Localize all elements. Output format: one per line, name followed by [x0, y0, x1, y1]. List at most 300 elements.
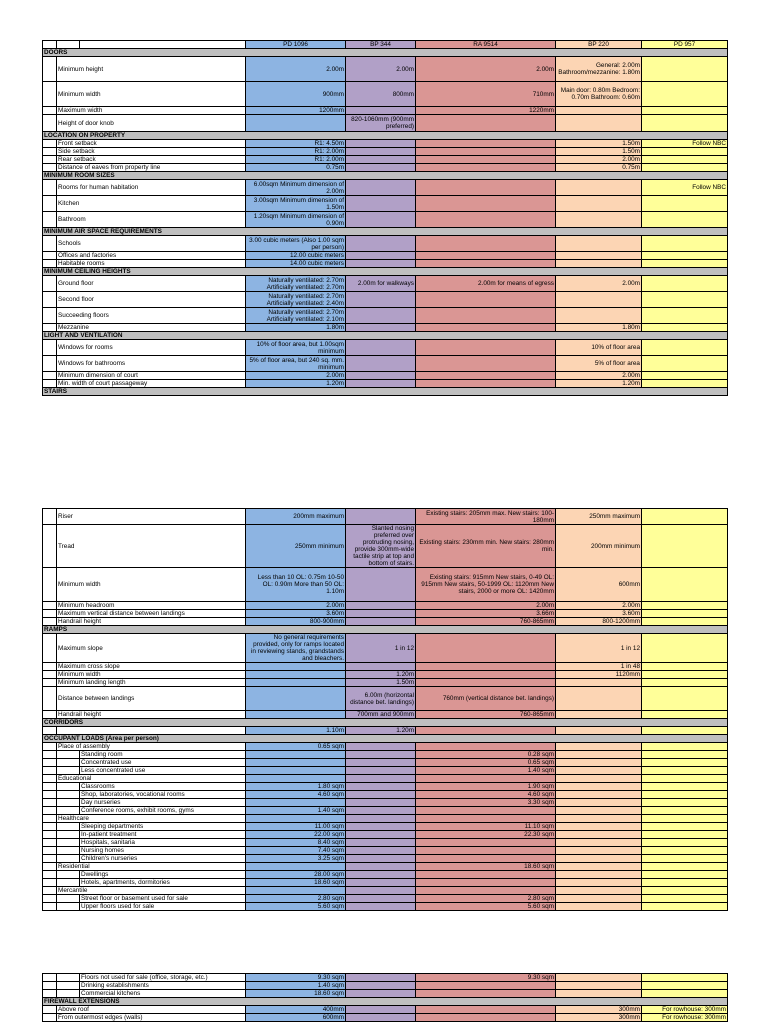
indent-cell — [57, 799, 80, 807]
table-row — [43, 783, 728, 791]
value-cell-bp-344 — [346, 356, 416, 372]
row-marker-cell — [43, 679, 57, 687]
value-cell-pd-957 — [642, 252, 728, 260]
section-title: MINIMUM AIR SPACE REQUIREMENTS — [43, 228, 728, 236]
value-cell-ra-9514: 11.10 sqm — [416, 823, 556, 831]
value-cell-pd-1096: 1200mm — [246, 107, 346, 115]
value-cell-bp-220 — [556, 236, 642, 252]
table-row — [43, 156, 728, 164]
value-cell-bp-220 — [556, 107, 642, 115]
value-cell-ra-9514 — [416, 115, 556, 132]
value-cell-bp-220 — [556, 831, 642, 839]
value-cell-bp-344 — [346, 791, 416, 799]
row-marker-cell — [43, 743, 57, 751]
value-cell-bp-220 — [556, 260, 642, 268]
row-label: Maximum cross slope — [57, 663, 246, 671]
value-cell-pd-1096: 1.40 sqm — [246, 982, 346, 990]
value-cell-bp-220: 300mm — [556, 1006, 642, 1014]
row-label: Standing room — [80, 751, 246, 759]
value-cell-ra-9514: Existing stairs: 915mm New stairs, 0-49 OL: 915mm New stairs, 50-1999 OL: 1120mm New stairs, 2000 or more OL: 1420mm — [416, 568, 556, 602]
value-cell-pd-957 — [642, 671, 728, 679]
value-cell-ra-9514 — [416, 324, 556, 332]
table-row — [43, 308, 728, 324]
value-cell-pd-1096: No general requirements provided, only for ramps located in reviewing stands, grandstands and bleachers. — [246, 634, 346, 663]
row-marker-cell — [43, 871, 57, 879]
value-cell-ra-9514: Existing stairs: 230mm min. New stairs: 280mm min. — [416, 525, 556, 568]
section-title: LIGHT AND VENTILATION — [43, 332, 728, 340]
value-cell-pd-957 — [642, 196, 728, 212]
table-row — [43, 671, 728, 679]
value-cell-bp-220 — [556, 871, 642, 879]
value-cell-ra-9514 — [416, 663, 556, 671]
row-marker-cell — [43, 340, 57, 356]
section-title: CORRIDORS — [43, 719, 728, 727]
value-cell-ra-9514 — [416, 292, 556, 308]
row-label: Kitchen — [57, 196, 246, 212]
row-marker-cell — [43, 839, 57, 847]
row-label: Shop, laboratories, vocational rooms — [80, 791, 246, 799]
value-cell-pd-1096: 4.60 sqm — [246, 791, 346, 799]
value-cell-pd-1096: 28.00 sqm — [246, 871, 346, 879]
value-cell-pd-957 — [642, 879, 728, 887]
value-cell-pd-1096: 250mm minimum — [246, 525, 346, 568]
value-cell-pd-1096: Naturally ventilated: 2.70m Artificially ventilated: 2.10m — [246, 308, 346, 324]
value-cell-bp-344: 700mm and 900mm — [346, 711, 416, 719]
value-cell-bp-220 — [556, 974, 642, 982]
value-cell-pd-957: Follow NBC — [642, 180, 728, 196]
value-cell-pd-957 — [642, 982, 728, 990]
value-cell-ra-9514: 18.60 sqm — [416, 863, 556, 871]
value-cell-bp-344 — [346, 847, 416, 855]
value-cell-pd-957 — [642, 57, 728, 82]
row-label: Riser — [57, 509, 246, 525]
table-row — [43, 663, 728, 671]
table-row — [43, 775, 728, 783]
value-cell-bp-344 — [346, 107, 416, 115]
value-cell-pd-1096 — [246, 671, 346, 679]
value-cell-pd-1096 — [246, 767, 346, 775]
section-title: OCCUPANT LOADS (Area per person) — [43, 735, 728, 743]
value-cell-bp-220: 1.50m — [556, 148, 642, 156]
row-marker-cell — [43, 775, 57, 783]
value-cell-pd-1096: Naturally ventilated: 2.70m Artificially ventilated: 2.70m — [246, 276, 346, 292]
value-cell-bp-344 — [346, 759, 416, 767]
table-row — [43, 356, 728, 372]
row-label: Hotels, apartments, dormitories — [80, 879, 246, 887]
value-cell-bp-344 — [346, 895, 416, 903]
value-cell-pd-957: Follow NBC — [642, 140, 728, 148]
row-label: Children's nurseries — [80, 855, 246, 863]
row-marker-cell — [43, 727, 57, 735]
row-marker-cell — [43, 568, 57, 602]
row-marker-cell — [43, 602, 57, 610]
row-label: Place of assembly — [57, 743, 246, 751]
table-row — [43, 727, 728, 735]
value-cell-ra-9514 — [416, 879, 556, 887]
value-cell-ra-9514 — [416, 982, 556, 990]
row-marker-cell — [43, 847, 57, 855]
row-label: Less concentrated use — [80, 767, 246, 775]
value-cell-bp-344 — [346, 815, 416, 823]
value-cell-bp-220 — [556, 292, 642, 308]
value-cell-bp-220: 300mm — [556, 1014, 642, 1022]
table-row — [43, 895, 728, 903]
row-marker-cell — [43, 887, 57, 895]
table-row — [43, 1014, 728, 1022]
row-marker-cell — [43, 115, 57, 132]
section-header-row — [43, 735, 728, 743]
value-cell-ra-9514: 760mm (vertical distance bet. landings) — [416, 687, 556, 711]
value-cell-pd-957 — [642, 260, 728, 268]
value-cell-bp-344 — [346, 610, 416, 618]
value-cell-ra-9514: 22.30 sqm — [416, 831, 556, 839]
value-cell-bp-344 — [346, 602, 416, 610]
value-cell-pd-957 — [642, 292, 728, 308]
row-marker-cell — [43, 156, 57, 164]
value-cell-pd-1096: 1.40 sqm — [246, 807, 346, 815]
value-cell-bp-220 — [556, 799, 642, 807]
value-cell-pd-1096: 800-900mm — [246, 618, 346, 626]
value-cell-pd-1096: 600mm — [246, 1014, 346, 1022]
row-marker-cell — [43, 196, 57, 212]
value-cell-pd-957 — [642, 610, 728, 618]
row-marker-cell — [43, 372, 57, 380]
row-label: Maximum width — [57, 107, 246, 115]
row-label: Upper floors used for sale — [80, 903, 246, 911]
value-cell-pd-957 — [642, 823, 728, 831]
table-row — [43, 568, 728, 602]
row-marker-cell — [43, 276, 57, 292]
row-marker-cell — [43, 751, 57, 759]
table-row — [43, 372, 728, 380]
row-label: Rear setback — [57, 156, 246, 164]
table-row — [43, 292, 728, 308]
table-row — [43, 107, 728, 115]
section-header-row — [43, 228, 728, 236]
value-cell-pd-957 — [642, 799, 728, 807]
value-cell-bp-220: 200mm minimum — [556, 525, 642, 568]
value-cell-bp-344 — [346, 180, 416, 196]
value-cell-pd-1096 — [246, 815, 346, 823]
value-cell-bp-220 — [556, 775, 642, 783]
row-label: Handrail height — [57, 618, 246, 626]
row-label: Front setback — [57, 140, 246, 148]
value-cell-pd-957 — [642, 148, 728, 156]
table-row — [43, 525, 728, 568]
row-marker-cell — [43, 791, 57, 799]
value-cell-ra-9514: 2.00m — [416, 57, 556, 82]
table-row — [43, 276, 728, 292]
section-header-row — [43, 998, 728, 1006]
row-label: Minimum width — [57, 568, 246, 602]
indent-cell — [57, 990, 80, 998]
row-marker-cell — [43, 610, 57, 618]
row-marker-cell — [43, 687, 57, 711]
value-cell-bp-220 — [556, 791, 642, 799]
row-label: Maximum vertical distance between landings — [57, 610, 246, 618]
value-cell-pd-957 — [642, 791, 728, 799]
section-header-row — [43, 626, 728, 634]
row-marker-cell — [43, 140, 57, 148]
row-marker-cell — [43, 82, 57, 107]
value-cell-bp-220: 2.00m — [556, 276, 642, 292]
section-title: DOORS — [43, 49, 728, 57]
value-cell-pd-1096: 6.00sqm Minimum dimension of 2.00m — [246, 180, 346, 196]
value-cell-bp-344: 2.00m — [346, 57, 416, 82]
indent-cell — [57, 767, 80, 775]
value-cell-pd-1096: 900mm — [246, 82, 346, 107]
table-row — [43, 679, 728, 687]
value-cell-pd-957 — [642, 509, 728, 525]
table-row — [43, 236, 728, 252]
value-cell-pd-957 — [642, 974, 728, 982]
value-cell-pd-1096: 2.80 sqm — [246, 895, 346, 903]
value-cell-bp-344 — [346, 982, 416, 990]
row-marker-cell — [43, 831, 57, 839]
row-label: Mezzanine — [57, 324, 246, 332]
header-row — [43, 41, 728, 49]
value-cell-bp-220 — [556, 711, 642, 719]
value-cell-pd-957 — [642, 815, 728, 823]
value-cell-ra-9514 — [416, 815, 556, 823]
value-cell-bp-344: 1.50m — [346, 679, 416, 687]
value-cell-bp-220: 800-1200mm — [556, 618, 642, 626]
indent-cell — [57, 974, 80, 982]
row-marker-cell — [43, 236, 57, 252]
value-cell-ra-9514 — [416, 236, 556, 252]
value-cell-bp-344 — [346, 839, 416, 847]
row-label: Windows for bathrooms — [57, 356, 246, 372]
table-row — [43, 324, 728, 332]
value-cell-pd-1096: 12.00 cubic meters — [246, 252, 346, 260]
indent-cell — [57, 831, 80, 839]
value-cell-pd-957 — [642, 887, 728, 895]
indent-cell — [57, 807, 80, 815]
row-label: Succeeding floors — [57, 308, 246, 324]
row-label: Min. width of court passageway — [57, 380, 246, 388]
value-cell-bp-220 — [556, 990, 642, 998]
value-cell-pd-957 — [642, 743, 728, 751]
value-cell-bp-344 — [346, 164, 416, 172]
table-row — [43, 982, 728, 990]
indent-cell — [57, 823, 80, 831]
value-cell-pd-957 — [642, 380, 728, 388]
value-cell-ra-9514 — [416, 839, 556, 847]
table-row — [43, 990, 728, 998]
value-cell-bp-220 — [556, 903, 642, 911]
value-cell-pd-1096 — [246, 687, 346, 711]
value-cell-ra-9514: Existing stairs: 205mm max. New stairs: 100-180mm — [416, 509, 556, 525]
value-cell-pd-957 — [642, 871, 728, 879]
value-cell-ra-9514: 710mm — [416, 82, 556, 107]
section-header-row — [43, 132, 728, 140]
row-marker-cell — [43, 212, 57, 228]
value-cell-bp-220: 600mm — [556, 568, 642, 602]
value-cell-pd-957 — [642, 618, 728, 626]
value-cell-bp-344 — [346, 831, 416, 839]
row-marker-cell — [43, 164, 57, 172]
value-cell-bp-344 — [346, 1014, 416, 1022]
value-cell-pd-1096: R1: 2.00m — [246, 156, 346, 164]
row-label: Offices and factories — [57, 252, 246, 260]
row-marker-cell — [43, 107, 57, 115]
value-cell-pd-1096: Less than 10 OL: 0.75m 10-50 OL: 0.90m More than 50 OL: 1.10m — [246, 568, 346, 602]
row-label: Concentrated use — [80, 759, 246, 767]
header-blank-cell — [80, 41, 246, 49]
value-cell-bp-220 — [556, 687, 642, 711]
indent-cell — [57, 871, 80, 879]
value-cell-pd-1096 — [246, 759, 346, 767]
table-row — [43, 602, 728, 610]
row-marker-cell — [43, 292, 57, 308]
value-cell-pd-957 — [642, 602, 728, 610]
value-cell-ra-9514 — [416, 148, 556, 156]
header-blank-cell — [43, 41, 57, 49]
row-label: Minimum width — [57, 82, 246, 107]
value-cell-bp-220: 250mm maximum — [556, 509, 642, 525]
table-row — [43, 148, 728, 156]
value-cell-bp-220 — [556, 863, 642, 871]
value-cell-pd-957 — [642, 839, 728, 847]
row-marker-cell — [43, 618, 57, 626]
indent-cell — [57, 751, 80, 759]
value-cell-bp-344 — [346, 663, 416, 671]
value-cell-bp-344 — [346, 767, 416, 775]
row-marker-cell — [43, 903, 57, 911]
value-cell-bp-220 — [556, 879, 642, 887]
row-marker-cell — [43, 823, 57, 831]
value-cell-bp-220: 0.75m — [556, 164, 642, 172]
value-cell-ra-9514: 760-865mm — [416, 618, 556, 626]
value-cell-pd-1096: 14.00 cubic meters — [246, 260, 346, 268]
value-cell-pd-1096: R1: 2.00m — [246, 148, 346, 156]
value-cell-bp-344: 800mm — [346, 82, 416, 107]
row-label: Windows for rooms — [57, 340, 246, 356]
value-cell-ra-9514: 1220mm — [416, 107, 556, 115]
row-marker-cell — [43, 671, 57, 679]
value-cell-pd-1096 — [246, 751, 346, 759]
value-cell-bp-220 — [556, 767, 642, 775]
indent-cell — [57, 759, 80, 767]
value-cell-pd-1096 — [246, 799, 346, 807]
value-cell-bp-220 — [556, 252, 642, 260]
value-cell-pd-1096: 200mm maximum — [246, 509, 346, 525]
value-cell-pd-1096 — [246, 887, 346, 895]
value-cell-bp-220 — [556, 743, 642, 751]
value-cell-pd-1096: 3.60m — [246, 610, 346, 618]
value-cell-bp-220: 2.00m — [556, 372, 642, 380]
value-cell-bp-344 — [346, 1006, 416, 1014]
row-marker-cell — [43, 799, 57, 807]
value-cell-bp-344 — [346, 236, 416, 252]
value-cell-bp-344 — [346, 568, 416, 602]
row-marker-cell — [43, 974, 57, 982]
table-row — [43, 340, 728, 356]
table-row — [43, 759, 728, 767]
row-marker-cell — [43, 815, 57, 823]
value-cell-pd-1096 — [246, 775, 346, 783]
value-cell-bp-220 — [556, 180, 642, 196]
row-marker-cell — [43, 879, 57, 887]
row-label: Classrooms — [80, 783, 246, 791]
row-label: Minimum landing length — [57, 679, 246, 687]
row-marker-cell — [43, 863, 57, 871]
value-cell-bp-344 — [346, 823, 416, 831]
row-marker-cell — [43, 1006, 57, 1014]
value-cell-ra-9514 — [416, 887, 556, 895]
value-cell-bp-220: General: 2.00m Bathroom/mezzanine: 1.80m — [556, 57, 642, 82]
table-row — [43, 839, 728, 847]
value-cell-pd-1096: 22.00 sqm — [246, 831, 346, 839]
value-cell-ra-9514: 9.30 sqm — [416, 974, 556, 982]
value-cell-pd-1096: 0.75m — [246, 164, 346, 172]
value-cell-ra-9514 — [416, 727, 556, 735]
table-row — [43, 687, 728, 711]
value-cell-ra-9514 — [416, 871, 556, 879]
row-label: Second floor — [57, 292, 246, 308]
value-cell-ra-9514 — [416, 990, 556, 998]
value-cell-pd-1096 — [246, 711, 346, 719]
value-cell-ra-9514 — [416, 679, 556, 687]
value-cell-pd-957 — [642, 82, 728, 107]
row-label: Street floor or basement used for sale — [80, 895, 246, 903]
value-cell-bp-344 — [346, 618, 416, 626]
row-label: Conference rooms, exhibit rooms, gyms — [80, 807, 246, 815]
value-cell-bp-220: 1.50m — [556, 140, 642, 148]
value-cell-pd-957 — [642, 855, 728, 863]
value-cell-pd-1096: 10% of floor area, but 1.00sqm minimum — [246, 340, 346, 356]
value-cell-pd-1096: 3.00sqm Minimum dimension of 1.50m — [246, 196, 346, 212]
indent-cell — [57, 903, 80, 911]
row-marker-cell — [43, 767, 57, 775]
section-header-row — [43, 49, 728, 57]
table-row — [43, 815, 728, 823]
section-title: MINIMUM CEILING HEIGHTS — [43, 268, 728, 276]
column-header: PD 957 — [642, 41, 728, 49]
value-cell-pd-1096 — [246, 679, 346, 687]
value-cell-bp-220 — [556, 759, 642, 767]
row-marker-cell — [43, 324, 57, 332]
value-cell-pd-1096: 0.65 sqm — [246, 743, 346, 751]
column-header: BP 220 — [556, 41, 642, 49]
value-cell-pd-957 — [642, 115, 728, 132]
table-row — [43, 974, 728, 982]
value-cell-bp-344: 820-1060mm (900mm preferred) — [346, 115, 416, 132]
value-cell-bp-220 — [556, 895, 642, 903]
row-label: Maximum slope — [57, 634, 246, 663]
value-cell-pd-957 — [642, 687, 728, 711]
row-marker-cell — [43, 634, 57, 663]
table-row — [43, 903, 728, 911]
value-cell-ra-9514 — [416, 847, 556, 855]
row-label: Hospitals, sanitaria — [80, 839, 246, 847]
value-cell-bp-344 — [346, 751, 416, 759]
value-cell-ra-9514 — [416, 1014, 556, 1022]
value-cell-bp-344: 1 in 12 — [346, 634, 416, 663]
value-cell-pd-1096: 2.00m — [246, 372, 346, 380]
value-cell-bp-344 — [346, 340, 416, 356]
value-cell-bp-344 — [346, 509, 416, 525]
value-cell-pd-1096: 3.00 cubic meters (Also 1.00 sqm per person) — [246, 236, 346, 252]
value-cell-pd-957 — [642, 634, 728, 663]
value-cell-ra-9514 — [416, 140, 556, 148]
value-cell-pd-1096: 11.00 sqm — [246, 823, 346, 831]
value-cell-bp-220 — [556, 887, 642, 895]
row-marker-cell — [43, 380, 57, 388]
value-cell-bp-344 — [346, 974, 416, 982]
value-cell-ra-9514 — [416, 743, 556, 751]
value-cell-pd-1096: 18.60 sqm — [246, 990, 346, 998]
